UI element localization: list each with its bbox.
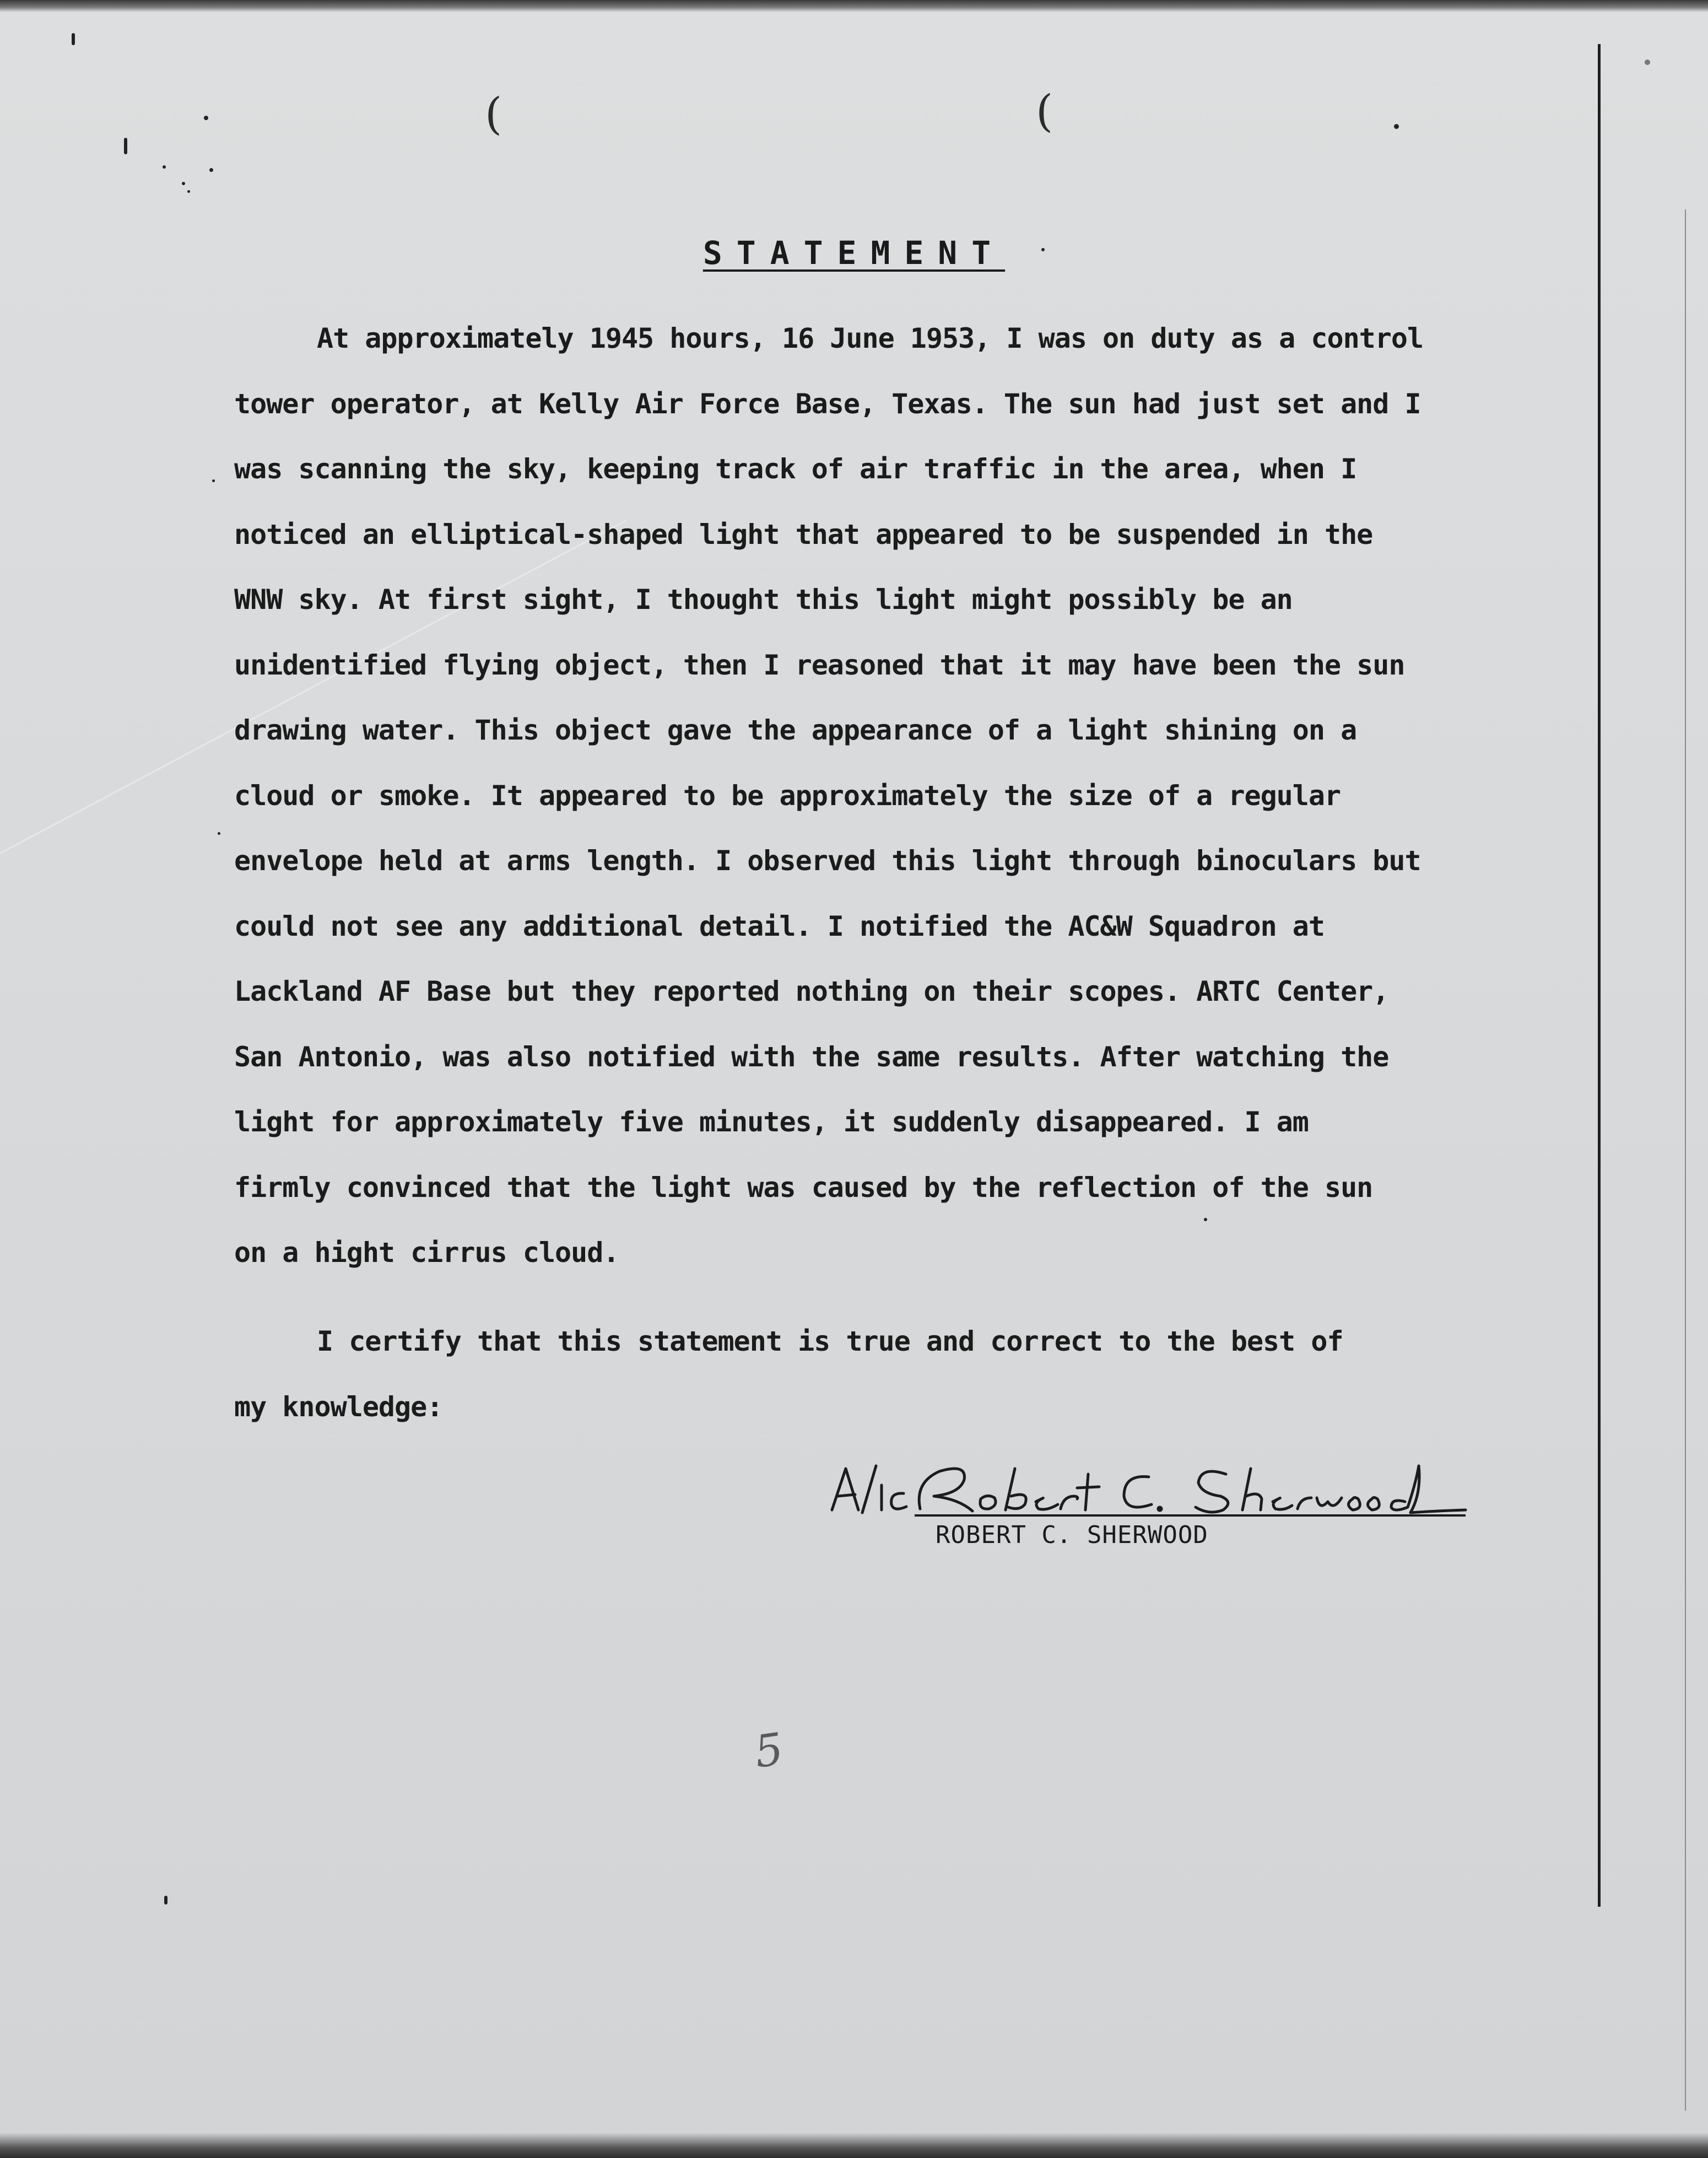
body-line: drawing water. This object gave the appearance of a light shining on a [234, 714, 1357, 746]
speck [1645, 60, 1650, 65]
speck [72, 33, 75, 45]
certification [234, 1307, 1507, 1438]
body-line: Lackland AF Base but they reported nothing on their scopes. ARTC Center, [234, 975, 1389, 1007]
page-number-mark: 5 [751, 1723, 787, 1778]
speck [124, 138, 127, 154]
body-line: At approximately 1945 hours, 16 June 1953, I was on duty as a control [317, 322, 1424, 354]
body-line: firmly convinced that the light was caused by the reflection of the sun [234, 1171, 1373, 1204]
body-line: cloud or smoke. It appeared to be approximately the size of a regular [234, 779, 1341, 812]
speck [187, 190, 190, 193]
right-margin-rule [1598, 44, 1601, 1907]
scan-top-border [0, 0, 1708, 12]
speck [218, 832, 220, 835]
body-line: tower operator, at Kelly Air Force Base, Texas. The sun had just set and I [234, 387, 1421, 420]
scan-bottom-border [0, 2133, 1708, 2158]
body-line: light for approximately five minutes, it suddenly disappeared. I am [234, 1106, 1309, 1138]
certification-line: my knowledge: [234, 1390, 443, 1423]
body-line: WNW sky. At first sight, I thought this light might possibly be an [234, 584, 1293, 616]
signature-line [915, 1514, 1466, 1517]
speck [163, 165, 166, 169]
body-line: on a hight cirrus cloud. [234, 1237, 619, 1269]
hole-punch-right: ( [1036, 85, 1053, 137]
body-line: unidentified flying object, then I reasoned that it may have been the sun [234, 649, 1405, 681]
printed-name: ROBERT C. SHERWOOD [936, 1521, 1208, 1549]
speck [204, 116, 208, 120]
body-line: envelope held at arms length. I observed this light through binoculars but [234, 845, 1421, 877]
right-edge-rule [1685, 209, 1686, 2111]
speck [212, 479, 215, 482]
speck [164, 1896, 167, 1905]
speck [209, 168, 213, 172]
signature-block [815, 1444, 1477, 1554]
statement-body [234, 306, 1507, 1286]
document-title: STATEMENT [702, 234, 1006, 272]
speck [1394, 124, 1399, 129]
body-line: could not see any additional detail. I notified the AC&W Squadron at [234, 910, 1325, 942]
body-line: noticed an elliptical-shaped light that appeared to be suspended in the [234, 518, 1373, 551]
hole-punch-left: ( [485, 88, 502, 139]
certification-line: I certify that this statement is true and correct to the best of [317, 1325, 1343, 1357]
handwritten-signature [815, 1444, 1477, 1521]
body-line: was scanning the sky, keeping track of air traffic in the area, when I [234, 453, 1357, 485]
speck [182, 182, 185, 185]
body-line: San Antonio, was also notified with the same results. After watching the [234, 1040, 1389, 1073]
